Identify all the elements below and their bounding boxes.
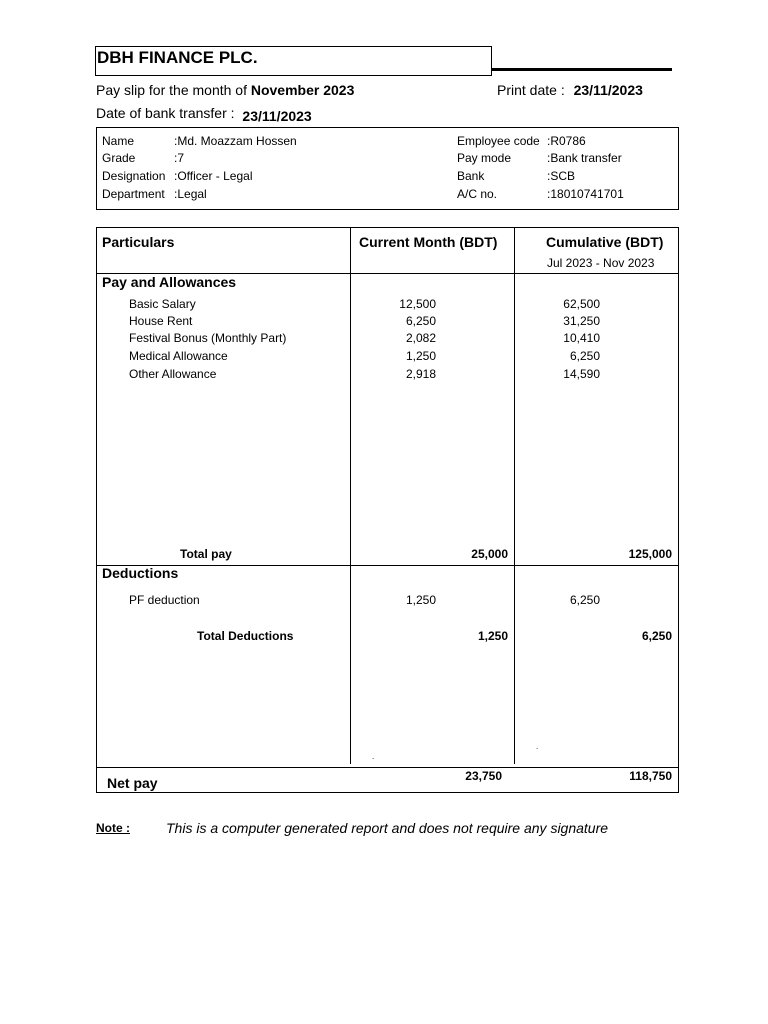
emp-designation-label: Designation — [102, 169, 166, 183]
pay-item-current: 2,918 — [405, 367, 436, 381]
emp-designation-value: Officer - Legal — [177, 169, 253, 183]
print-date-value: 23/11/2023 — [573, 82, 643, 98]
net-pay-label: Net pay — [107, 775, 158, 791]
pay-item-current: 1,250 — [405, 349, 436, 363]
emp-grade-value: 7 — [177, 151, 185, 165]
emp-department-label: Department — [102, 187, 165, 201]
transfer-date-label: Date of bank transfer : — [96, 105, 235, 121]
company-name: DBH FINANCE PLC. — [97, 48, 258, 67]
pay-item-current: 12,500 — [399, 297, 436, 311]
col-header-current: Current Month (BDT) — [359, 234, 498, 250]
emp-grade-label: Grade — [102, 151, 136, 165]
account-label: A/C no. — [457, 187, 498, 201]
pay-item-cumulative: 62,500 — [563, 297, 600, 311]
pay-item-label: Basic Salary — [129, 297, 196, 311]
emp-name-label: Name — [102, 134, 135, 148]
header-rule — [492, 68, 672, 71]
pay-item-cumulative: 6,250 — [569, 349, 600, 363]
net-pay-divider — [97, 767, 678, 768]
transfer-date-line — [96, 105, 312, 124]
pay-section-title: Pay and Allowances — [102, 274, 237, 290]
emp-department-value: Legal — [177, 187, 207, 201]
payslip-month-line — [96, 82, 354, 98]
emp-code-value: R0786 — [550, 134, 586, 148]
bank-value: SCB — [550, 169, 576, 183]
total-deductions-current: 1,250 — [477, 629, 508, 643]
deductions-section-title: Deductions — [102, 565, 179, 581]
pay-item-current: 2,082 — [405, 331, 436, 345]
emp-code-label: Employee code — [457, 134, 540, 148]
total-pay-current: 25,000 — [471, 547, 508, 561]
pay-item-cumulative: 31,250 — [563, 314, 600, 328]
pay-item-label: House Rent — [129, 314, 193, 328]
payslip-month: November 2023 — [250, 82, 355, 98]
stray-dot: . — [372, 752, 375, 761]
net-pay-cumulative: 118,750 — [629, 769, 672, 783]
total-pay-label: Total pay — [180, 547, 232, 561]
pay-item-label: Medical Allowance — [129, 349, 228, 363]
note-label: Note : — [96, 821, 130, 835]
total-deductions-cumulative: 6,250 — [641, 629, 672, 643]
bank-label: Bank — [457, 169, 485, 183]
net-pay-current: 23,750 — [465, 769, 502, 783]
account-value: 18010741701 — [550, 187, 624, 201]
col-header-particulars: Particulars — [102, 234, 175, 250]
total-pay-cumulative: 125,000 — [628, 547, 672, 561]
print-date-label: Print date : — [497, 82, 565, 98]
pay-section-divider — [97, 565, 678, 566]
note-text: This is a computer generated report and does not require any signature — [166, 820, 609, 836]
pay-table — [96, 227, 679, 793]
deduction-item-label: PF deduction — [129, 593, 200, 607]
stray-dot: . — [536, 742, 539, 751]
deduction-item-cumulative: 6,250 — [569, 593, 600, 607]
col-header-cumulative: Cumulative (BDT) — [546, 234, 664, 250]
col-divider-2 — [514, 228, 515, 764]
pay-item-cumulative: 10,410 — [563, 331, 600, 345]
payslip-label: Pay slip for the month of — [96, 82, 247, 98]
pay-item-current: 6,250 — [405, 314, 436, 328]
pay-mode-label: Pay mode — [457, 151, 512, 165]
cumulative-period: Jul 2023 - Nov 2023 — [547, 256, 655, 270]
deduction-item-current: 1,250 — [405, 593, 436, 607]
pay-item-label: Festival Bonus (Monthly Part) — [129, 331, 287, 345]
print-date-line — [497, 82, 643, 98]
emp-name-value: Md. Moazzam Hossen — [177, 134, 297, 148]
pay-item-label: Other Allowance — [129, 367, 217, 381]
pay-item-cumulative: 14,590 — [563, 367, 600, 381]
transfer-date-value: 23/11/2023 — [242, 108, 312, 124]
pay-mode-value: Bank transfer — [550, 151, 622, 165]
total-deductions-label: Total Deductions — [197, 629, 294, 643]
col-divider-1 — [350, 228, 351, 764]
